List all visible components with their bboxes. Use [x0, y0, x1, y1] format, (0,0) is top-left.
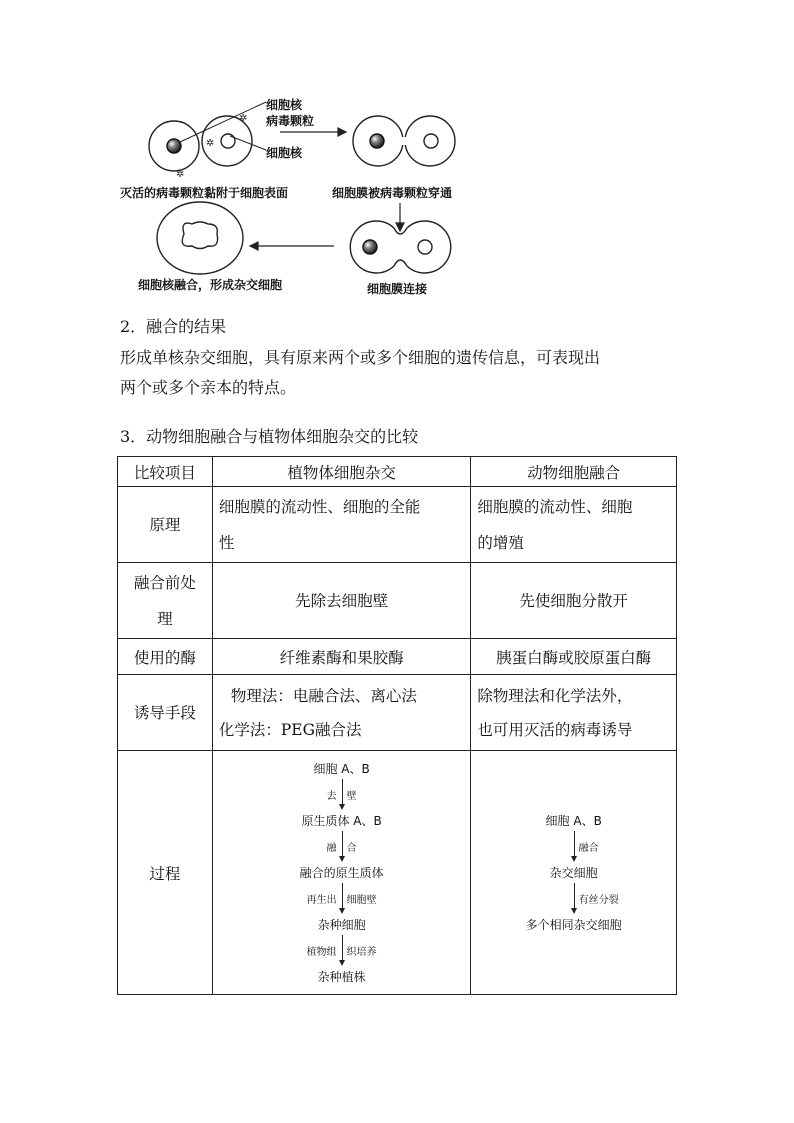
- row-item-line1: 融合前处: [133, 573, 196, 592]
- plant-step2: 原生质体 A、B: [301, 813, 382, 828]
- caption-step3: 细胞膜连接: [367, 282, 428, 296]
- arrow-down-icon: [477, 829, 670, 865]
- row-animal: 胰蛋白酶或胶原蛋白酶: [471, 639, 677, 675]
- section2-body-line1: 形成单核杂交细胞，具有原来两个或多个细胞的遗传信息，可表现出: [120, 348, 601, 367]
- row-animal-line1: 细胞膜的流动性、细胞: [477, 497, 633, 516]
- arrow-left-icon: [250, 242, 334, 250]
- svg-text:✲: ✲: [206, 138, 215, 149]
- animal-arrow1-right: 融合: [578, 842, 599, 854]
- table-row: [118, 563, 677, 639]
- plant-process-cell: [212, 751, 471, 995]
- row-item: 使用的酶: [118, 639, 213, 675]
- arrow-down-icon: [477, 881, 670, 917]
- plant-arrow4-right: 织培养: [346, 946, 377, 958]
- row-plant-line1: 细胞膜的流动性、细胞的全能: [218, 497, 421, 516]
- row-plant: [212, 487, 471, 563]
- virus-particles: [176, 113, 247, 180]
- stage4-hybrid-cell: [157, 202, 243, 274]
- arrow-down-icon: [219, 933, 465, 969]
- row-item: [118, 563, 213, 639]
- row-plant-line1: 物理法：电融合法、离心法: [230, 686, 417, 705]
- plant-process-flow: [219, 761, 465, 985]
- arrow-down-icon: [219, 829, 465, 865]
- header-animal: 动物细胞融合: [471, 457, 677, 487]
- arrow-down-icon: [219, 881, 465, 917]
- plant-arrow4-left: 植物组: [306, 946, 337, 958]
- section2-body: [120, 343, 680, 403]
- animal-step1: 细胞 A、B: [545, 813, 602, 828]
- row-animal-line2: 也可用灭活的病毒诱导: [477, 720, 633, 739]
- virus-particle-label: 病毒颗粒: [266, 114, 315, 128]
- cell-fusion-diagram: [120, 88, 500, 303]
- animal-process-flow: [477, 813, 670, 933]
- plant-arrow2-left: 融: [326, 842, 337, 854]
- animal-process-cell: [471, 751, 677, 995]
- plant-arrow1-left: 去: [326, 790, 337, 802]
- plant-step3: 融合的原生质体: [299, 865, 384, 880]
- plant-arrow3-right: 细胞壁: [346, 894, 377, 906]
- row-plant-line2: 化学法：PEG融合法: [218, 720, 362, 739]
- section2-body-line2: 两个或多个亲本的特点。: [120, 378, 297, 397]
- row-item: 过程: [118, 751, 213, 995]
- row-animal-line1: 除物理法和化学法外，: [477, 686, 633, 705]
- row-animal: 先使细胞分散开: [471, 563, 677, 639]
- plant-arrow3-left: 再生出: [306, 894, 337, 906]
- section3-heading: 3．动物细胞融合与植物体细胞杂交的比较: [120, 427, 419, 446]
- svg-text:✲: ✲: [176, 169, 185, 180]
- caption-step2: 细胞膜被病毒颗粒穿通: [332, 186, 453, 200]
- header-plant: 植物体细胞杂交: [212, 457, 471, 487]
- table-header-row: [118, 457, 677, 487]
- header-item: 比较项目: [118, 457, 213, 487]
- arrow-down-icon: [219, 777, 465, 813]
- row-item: 原理: [118, 487, 213, 563]
- animal-step2: 杂交细胞: [549, 865, 598, 880]
- row-animal: [471, 675, 677, 751]
- stage2-cells: [353, 116, 455, 166]
- animal-step3: 多个相同杂交细胞: [525, 917, 622, 932]
- plant-step4: 杂种细胞: [317, 917, 366, 932]
- animal-arrow2-right: 有丝分裂: [578, 894, 619, 906]
- comparison-table: [117, 456, 677, 995]
- plant-step5: 杂种植株: [317, 969, 366, 984]
- arrow-right-icon: [280, 128, 346, 136]
- row-animal-line2: 的增殖: [477, 533, 524, 552]
- row-plant: 先除去细胞壁: [212, 563, 471, 639]
- plant-step1: 细胞 A、B: [313, 761, 370, 776]
- stage1-cells: [149, 102, 266, 171]
- plant-arrow1-right: 壁: [346, 790, 357, 802]
- nucleus-label-bottom: 细胞核: [266, 146, 303, 160]
- nucleus-label-top: 细胞核: [266, 98, 303, 112]
- table-row: [118, 675, 677, 751]
- row-plant-line2: 性: [218, 533, 235, 552]
- row-item-line2: 理: [157, 609, 173, 628]
- row-item: 诱导手段: [118, 675, 213, 751]
- table-row: [118, 751, 677, 995]
- arrow-down-icon: [396, 203, 404, 231]
- row-plant: [212, 675, 471, 751]
- row-animal: [471, 487, 677, 563]
- svg-text:✲: ✲: [239, 113, 248, 124]
- plant-arrow2-right: 合: [346, 842, 357, 854]
- caption-step4: 细胞核融合，形成杂交细胞: [138, 278, 283, 292]
- table-row: [118, 639, 677, 675]
- section2-heading: 2．融合的结果: [120, 317, 227, 336]
- table-row: [118, 487, 677, 563]
- row-plant: 纤维素酶和果胶酶: [212, 639, 471, 675]
- caption-step1: 灭活的病毒颗粒黏附于细胞表面: [120, 186, 289, 200]
